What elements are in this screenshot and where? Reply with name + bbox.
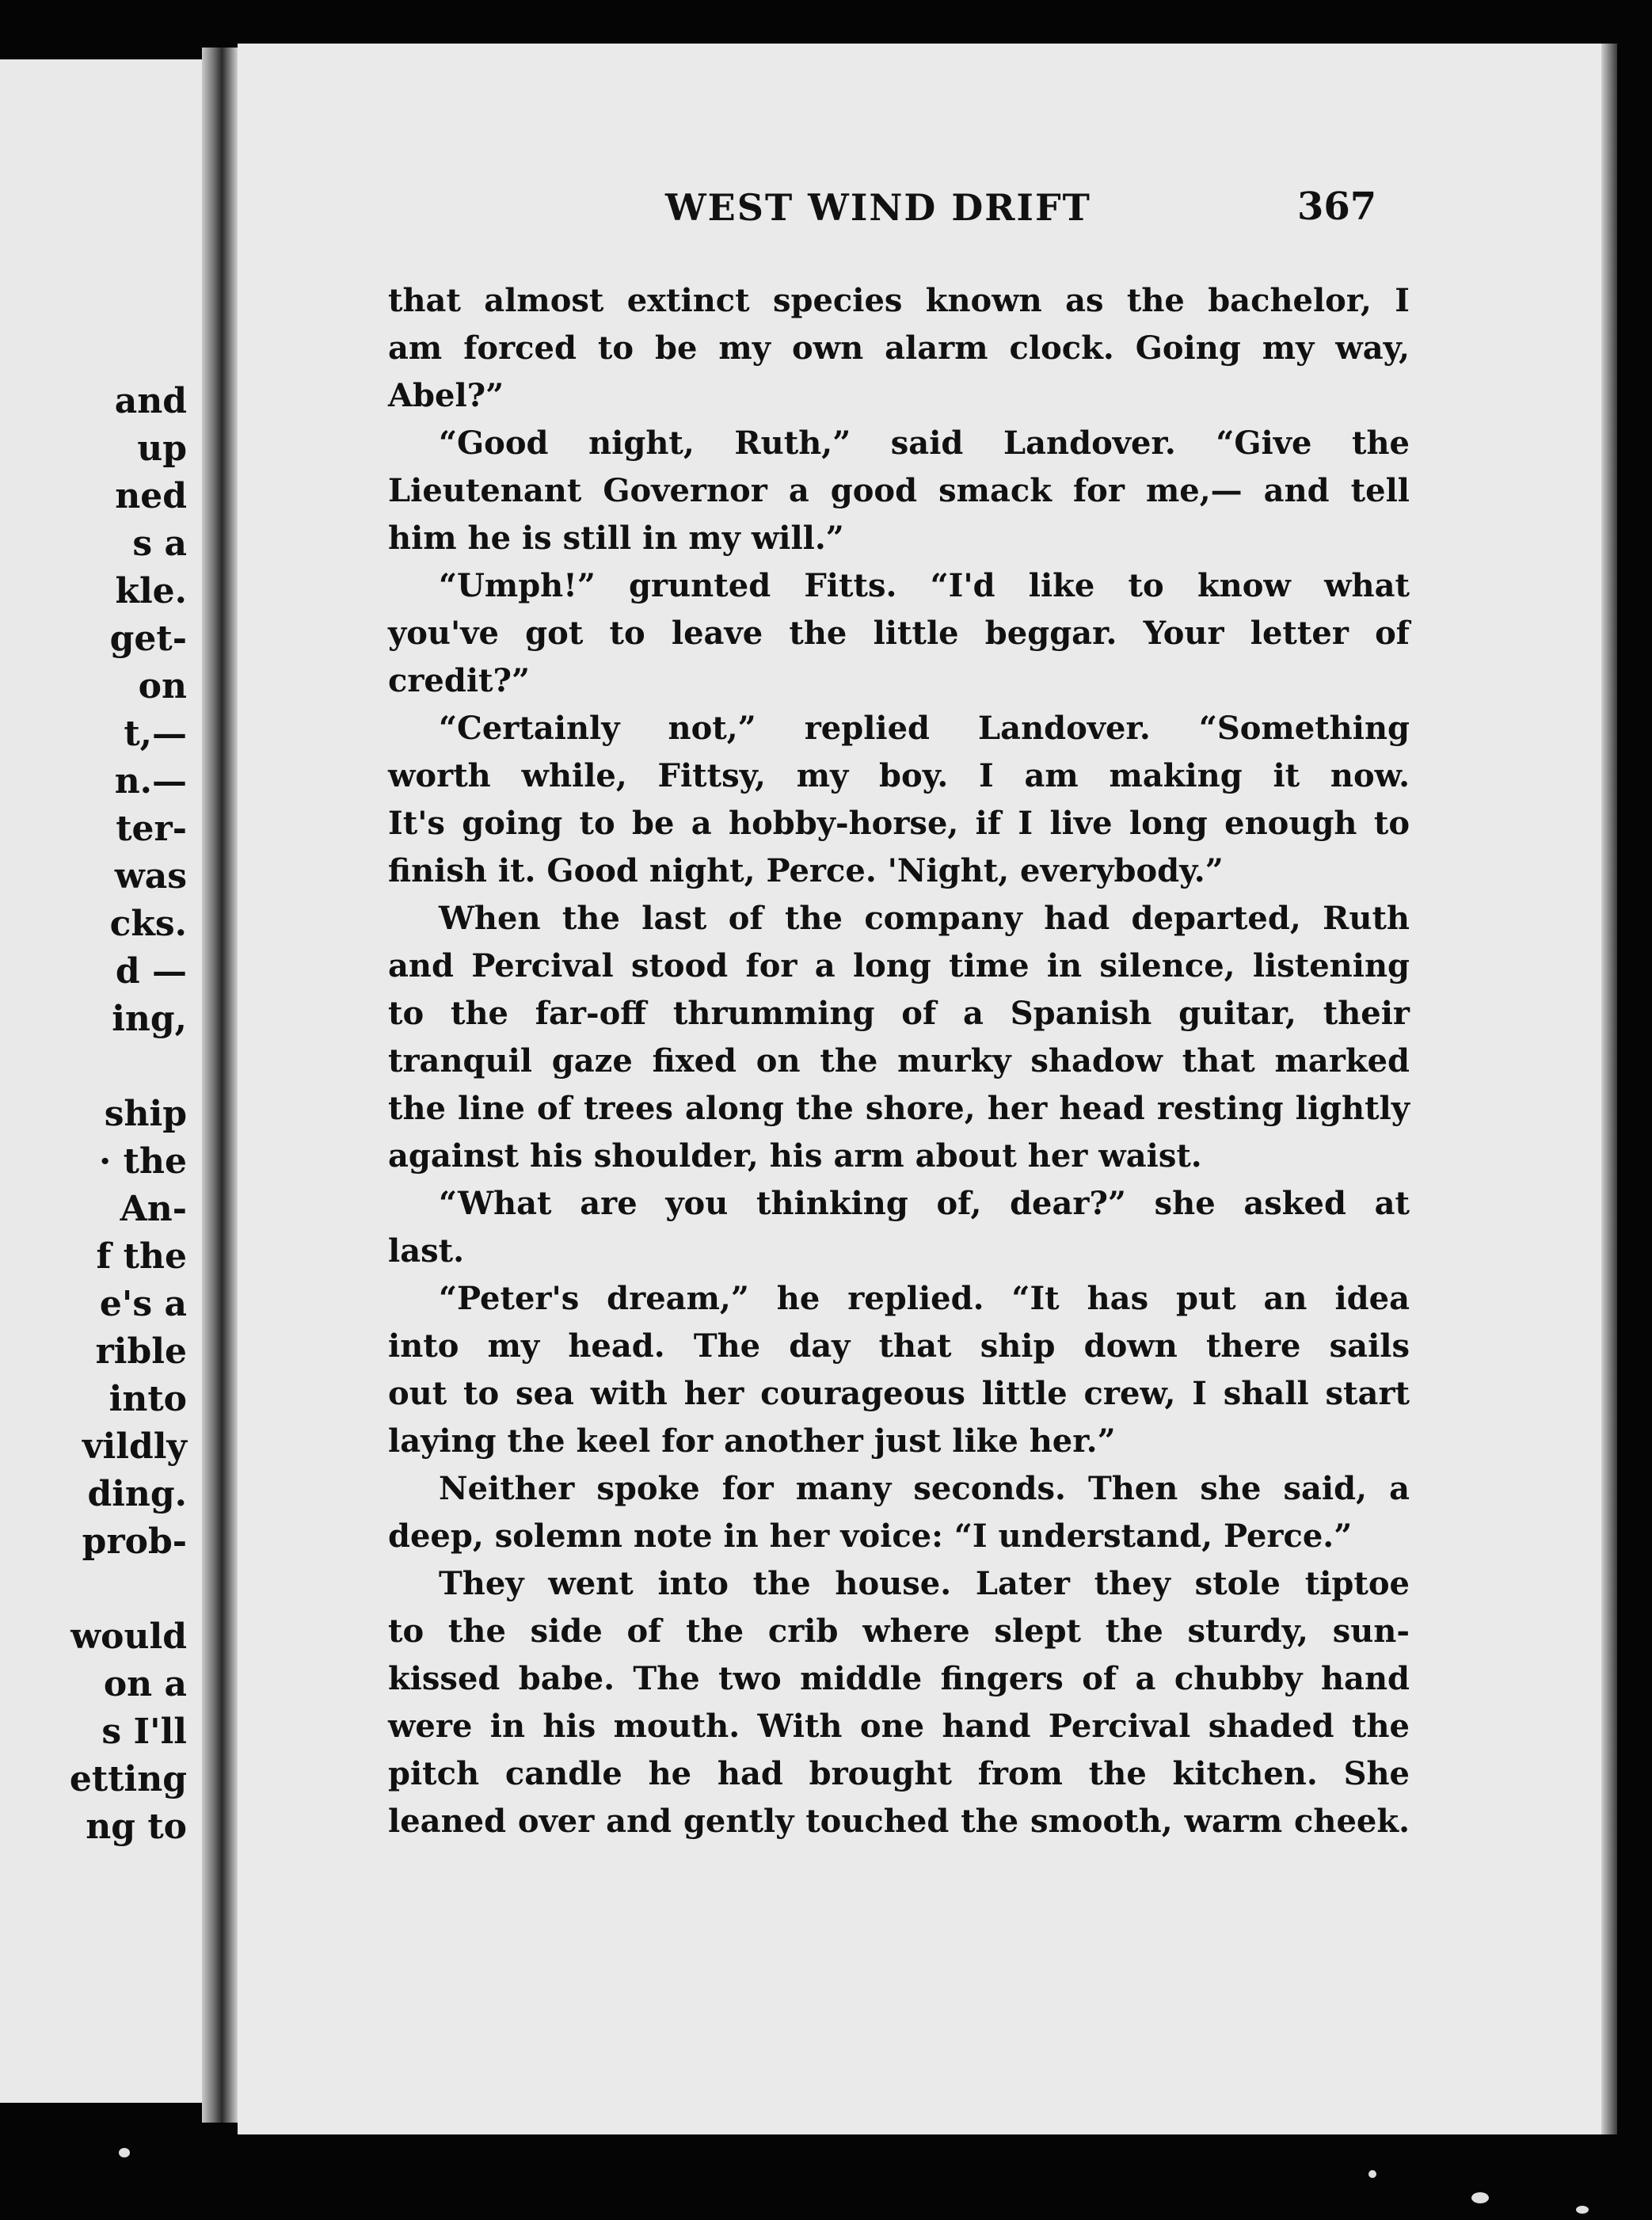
text-line: finish it. Good night, Perce. 'Night, everybody.” bbox=[388, 852, 1224, 889]
previous-page-fragment: cks. bbox=[109, 904, 187, 944]
previous-page-fragment: kle. bbox=[115, 571, 187, 611]
body-text bbox=[388, 277, 1410, 1845]
previous-page-fragment: ng to bbox=[86, 1807, 187, 1847]
text-line: worth while, Fittsy, my boy. I am making it now. bbox=[388, 757, 1410, 794]
previous-page-fragment: on bbox=[138, 666, 187, 706]
text-line: Neither spoke for many seconds. Then she said, a bbox=[439, 1470, 1410, 1507]
page-right-edge bbox=[1601, 44, 1617, 2134]
previous-page-fragment: was bbox=[114, 856, 187, 897]
previous-page-fragment: into bbox=[108, 1379, 187, 1419]
previous-page-fragment: t,— bbox=[124, 714, 187, 754]
current-page bbox=[238, 44, 1608, 2134]
text-line: am forced to be my own alarm clock. Going my way, bbox=[388, 329, 1410, 367]
text-line: It's going to be a hobby-horse, if I live long enough to bbox=[388, 805, 1410, 842]
text-line: the line of trees along the shore, her head resting lightly bbox=[388, 1090, 1410, 1127]
text-line: that almost extinct species known as the bachelor, I bbox=[388, 282, 1410, 319]
previous-page-fragment: ned bbox=[115, 476, 187, 516]
previous-page-fragment: ing, bbox=[112, 999, 187, 1039]
previous-page-fragment: ding. bbox=[87, 1474, 187, 1514]
previous-page-fragment: ship bbox=[104, 1094, 187, 1134]
previous-page-fragment: s a bbox=[132, 524, 187, 564]
text-line: credit?” bbox=[388, 662, 530, 699]
previous-page-fragment: vildly bbox=[82, 1426, 187, 1467]
previous-page-fragment: on a bbox=[103, 1664, 187, 1704]
text-line: Lieutenant Governor a good smack for me,— and tell bbox=[388, 472, 1410, 509]
text-line: and Percival stood for a long time in silence, listening bbox=[388, 947, 1410, 984]
dust-speck bbox=[1576, 2206, 1589, 2214]
page-number: 367 bbox=[1297, 185, 1377, 229]
previous-page-text-fragments bbox=[0, 59, 207, 2103]
book-gutter bbox=[202, 48, 238, 2123]
previous-page-fragment: prob- bbox=[82, 1521, 187, 1562]
previous-page-fragment: d — bbox=[115, 951, 187, 992]
text-line: leaned over and gently touched the smooth, warm cheek. bbox=[388, 1803, 1410, 1840]
text-line: “Umph!” grunted Fitts. “I'd like to know what bbox=[439, 567, 1410, 604]
text-line: kissed babe. The two middle fingers of a chubby hand bbox=[388, 1660, 1410, 1697]
previous-page-fragment: An- bbox=[120, 1189, 187, 1229]
text-line: out to sea with her courageous little crew, I shall start bbox=[388, 1375, 1410, 1412]
text-line: tranquil gaze fixed on the murky shadow that marked bbox=[388, 1042, 1410, 1080]
previous-page-fragment: get- bbox=[109, 619, 187, 659]
dust-speck bbox=[119, 2148, 130, 2157]
text-line: against his shoulder, his arm about her waist. bbox=[388, 1137, 1202, 1175]
previous-page-fragment: would bbox=[70, 1616, 187, 1657]
text-line: you've got to leave the little beggar. Your letter of bbox=[388, 615, 1410, 652]
dust-speck bbox=[1368, 2170, 1376, 2178]
dust-speck bbox=[1471, 2192, 1489, 2203]
text-line: were in his mouth. With one hand Percival shaded the bbox=[388, 1708, 1410, 1745]
text-line: When the last of the company had departed, Ruth bbox=[439, 900, 1410, 937]
text-line: into my head. The day that ship down there sails bbox=[388, 1327, 1410, 1365]
text-line: They went into the house. Later they stole tiptoe bbox=[439, 1565, 1410, 1602]
previous-page-fragment: · the bbox=[99, 1141, 187, 1182]
text-line: “What are you thinking of, dear?” she asked at bbox=[439, 1185, 1410, 1222]
previous-page-fragment: f the bbox=[96, 1236, 187, 1277]
text-line: to the far-off thrumming of a Spanish guitar, their bbox=[388, 995, 1410, 1032]
previous-page-fragment: up bbox=[137, 428, 187, 469]
running-title: WEST WIND DRIFT bbox=[665, 186, 1091, 229]
previous-page-fragment: ter- bbox=[116, 809, 187, 849]
previous-page-fragment: e's a bbox=[99, 1284, 187, 1324]
previous-page-fragment: rible bbox=[95, 1331, 187, 1372]
text-line: laying the keel for another just like her.” bbox=[388, 1422, 1116, 1460]
text-line: to the side of the crib where slept the sturdy, sun- bbox=[388, 1613, 1410, 1650]
previous-page-fragment: and bbox=[114, 381, 187, 421]
previous-page-edge bbox=[0, 59, 207, 2103]
text-line: pitch candle he had brought from the kitchen. She bbox=[388, 1755, 1410, 1792]
text-line: him he is still in my will.” bbox=[388, 520, 844, 557]
text-line: “Good night, Ruth,” said Landover. “Give the bbox=[439, 425, 1410, 462]
text-line: deep, solemn note in her voice: “I understand, Perce.” bbox=[388, 1517, 1353, 1555]
previous-page-fragment: n.— bbox=[114, 761, 187, 802]
text-line: Abel?” bbox=[388, 377, 504, 414]
text-line: “Peter's dream,” he replied. “It has put an idea bbox=[439, 1280, 1410, 1317]
previous-page-fragment: s I'll bbox=[101, 1712, 187, 1752]
text-line: last. bbox=[388, 1232, 465, 1270]
text-line: “Certainly not,” replied Landover. “Something bbox=[439, 710, 1410, 747]
previous-page-fragment: etting bbox=[69, 1759, 187, 1799]
